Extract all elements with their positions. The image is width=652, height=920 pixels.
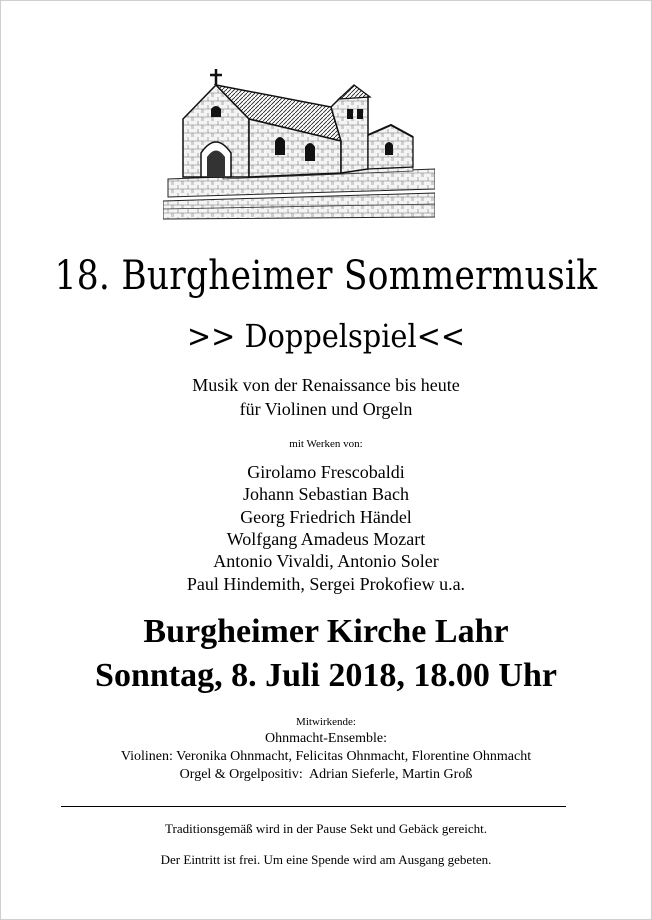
event-title: 18. Burgheimer Sommermusik: [54, 253, 598, 299]
works-intro: mit Werken von:: [289, 438, 363, 450]
composer-item: Wolfgang Amadeus Mozart: [226, 529, 426, 549]
composer-item: Antonio Vivaldi, Antonio Soler: [213, 551, 439, 571]
venue: Burgheimer Kirche Lahr: [143, 613, 509, 650]
violinists: Violinen: Veronika Ohnmacht, Felicitas Ohnmacht, Florentine Ohnmacht: [120, 749, 532, 764]
composer-item: Georg Friedrich Händel: [240, 507, 412, 527]
composer-item: Girolamo Frescobaldi: [247, 462, 405, 482]
organists: Orgel & Orgelpositiv: Adrian Sieferle, Martin Groß: [179, 767, 473, 782]
refreshments-notice: Traditionsgemäß wird in der Pause Sekt und Gebäck gereicht.: [165, 821, 487, 836]
performers-heading: Mitwirkende:: [296, 716, 356, 728]
divider: [61, 806, 566, 807]
description-line-1: Musik von der Renaissance bis heute: [192, 375, 460, 395]
church-illustration: [163, 49, 435, 221]
composer-item: Paul Hindemith, Sergei Prokofiew u.a.: [186, 574, 466, 594]
ensemble-name: Ohnmacht-Ensemble:: [264, 731, 388, 746]
event-subtitle: >> Doppelspiel<<: [187, 317, 465, 355]
admission-notice: Der Eintritt ist frei. Um eine Spende wird am Ausgang gebeten.: [160, 852, 492, 867]
event-datetime: Sonntag, 8. Juli 2018, 18.00 Uhr: [95, 657, 557, 694]
description-line-2: für Violinen und Orgeln: [239, 399, 413, 419]
composer-item: Johann Sebastian Bach: [243, 484, 409, 504]
